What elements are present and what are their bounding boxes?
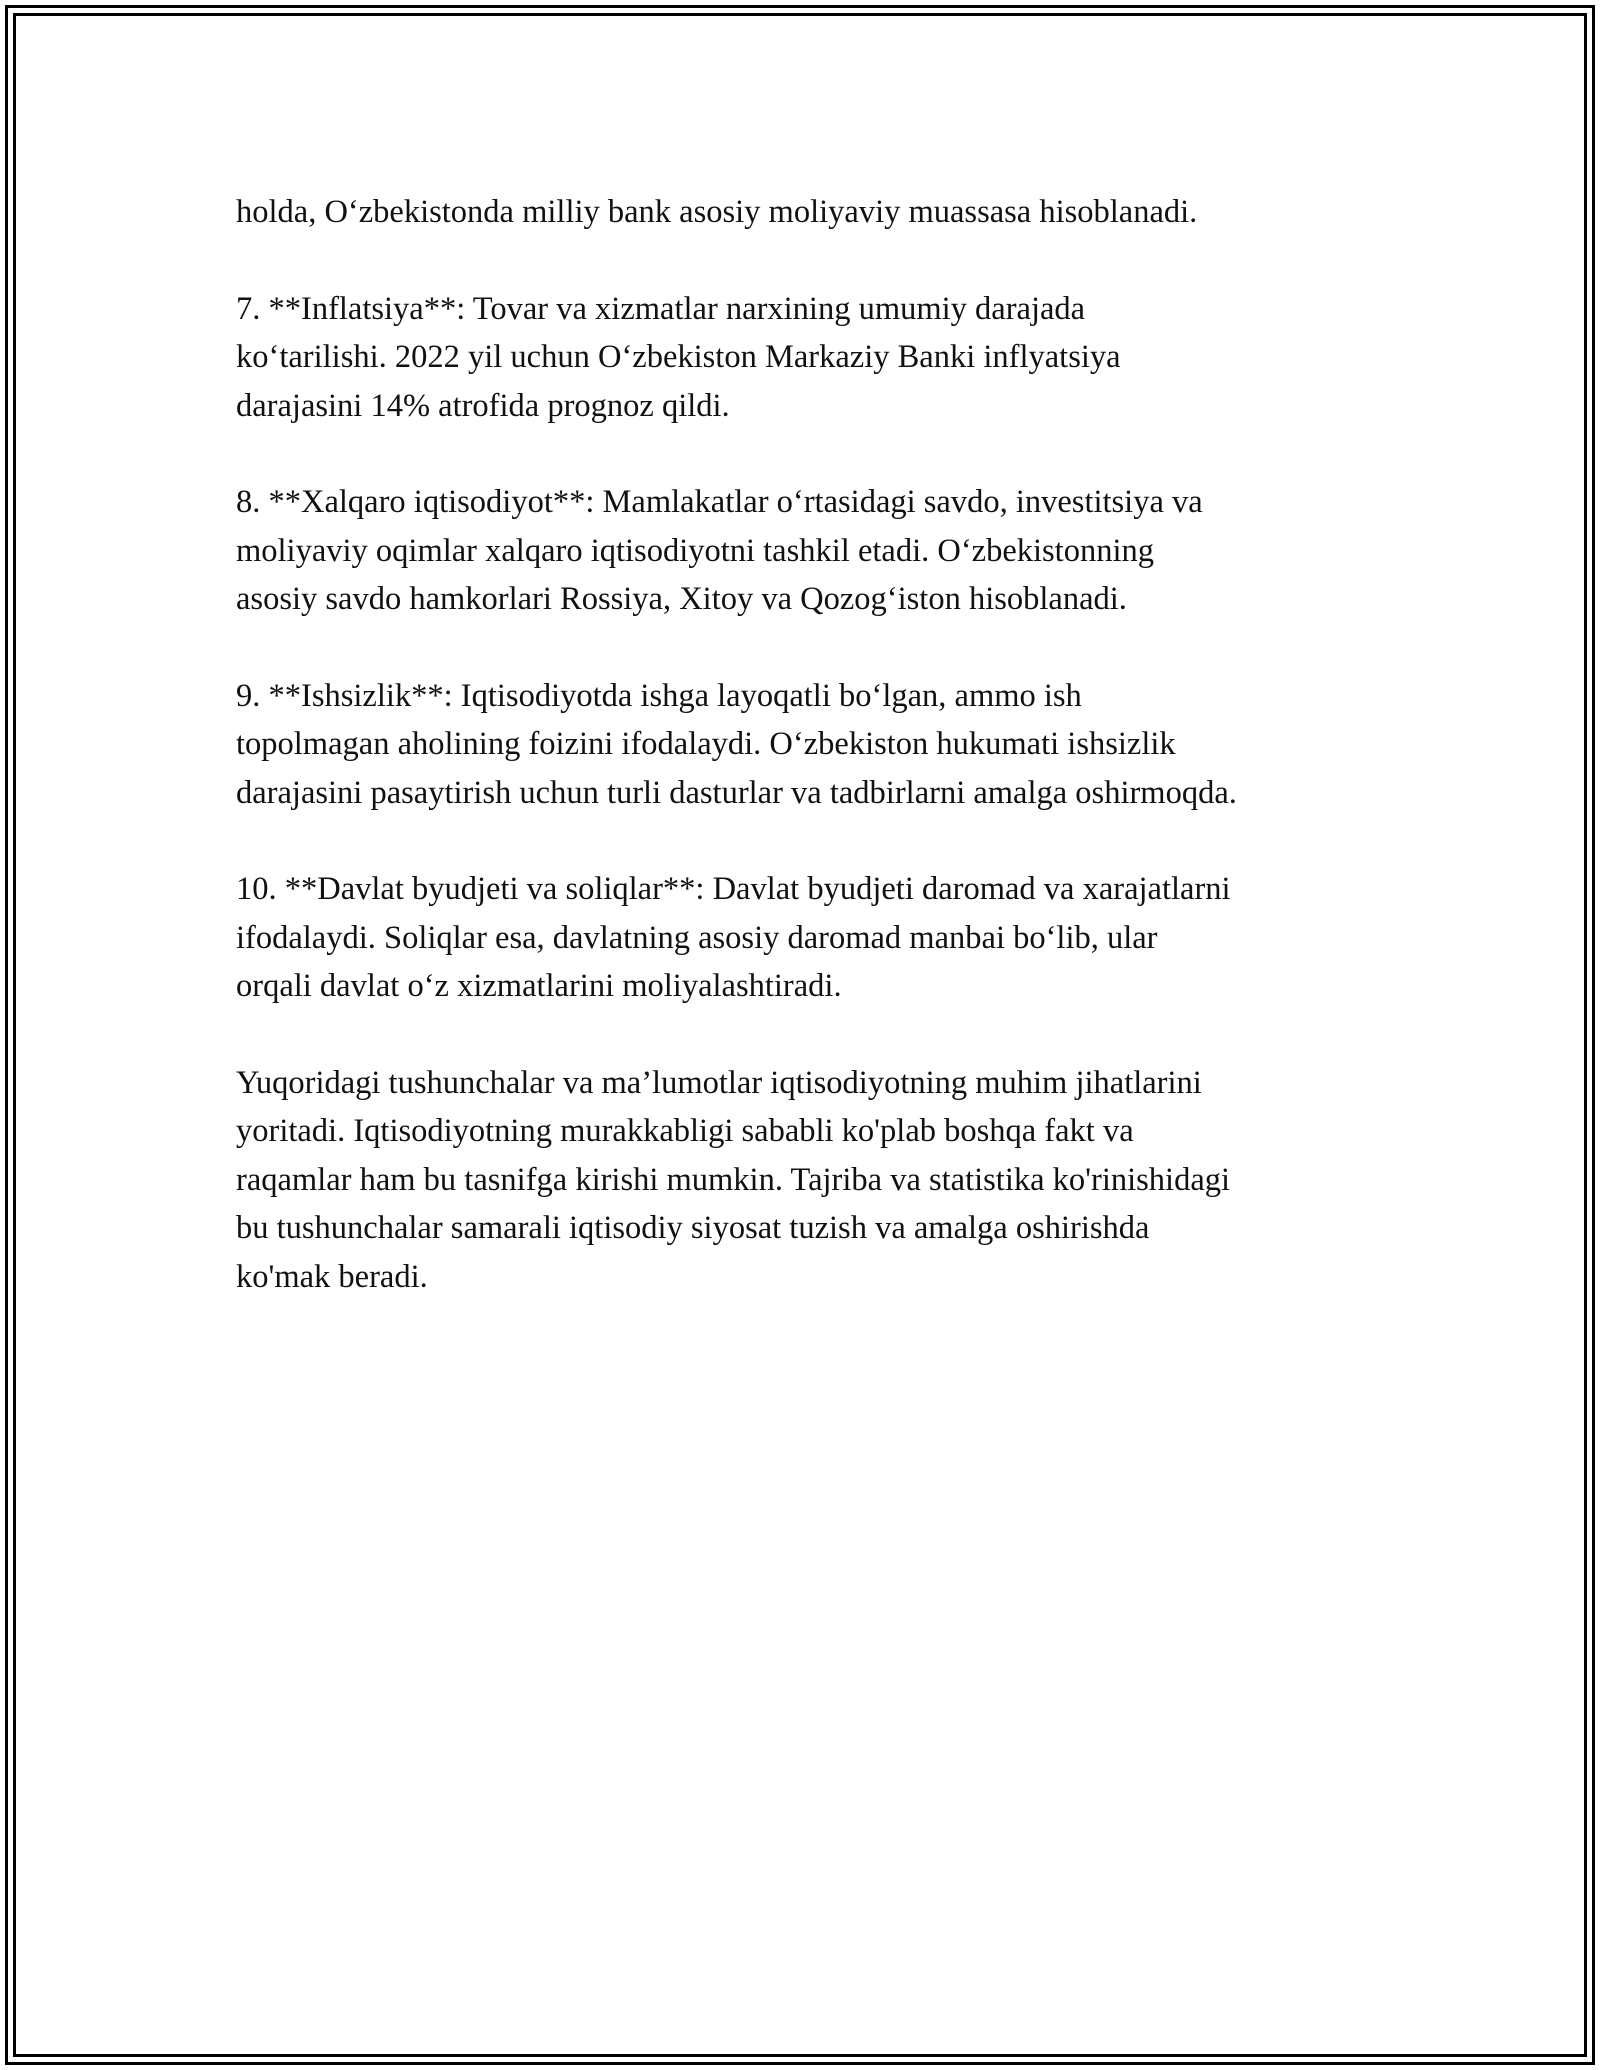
text-line: darajasini 14% atrofida prognoz qildi. xyxy=(236,387,730,424)
text-line: darajasini pasaytirish uchun turli dasturlar va tadbirlarni amalga oshirmoqda. xyxy=(236,774,1237,811)
text-line: topolmagan aholining foizini ifodalaydi. O‘zbekiston hukumati ishsizlik xyxy=(236,726,1176,762)
text-line: asosiy savdo hamkorlari Rossiya, Xitoy va Qozog‘iston hisoblanadi. xyxy=(236,581,1127,617)
text-line: yoritadi. Iqtisodiyotning murakkabligi sababli ko'plab boshqa fakt va xyxy=(236,1113,1134,1149)
text-line: orqali davlat o‘z xizmatlarini moliyalashtiradi. xyxy=(236,968,842,1004)
text-line: bu tushunchalar samarali iqtisodiy siyosat tuzish va amalga oshirishda xyxy=(236,1210,1150,1246)
text-line: ko'mak beradi. xyxy=(236,1258,428,1295)
text-line: 8. **Xalqaro iqtisodiyot**: Mamlakatlar o‘rtasidagi savdo, investitsiya va xyxy=(236,484,1203,520)
paragraph-inflation xyxy=(236,285,1366,431)
text-line: 10. **Davlat byudjeti va soliqlar**: Davlat byudjeti daromad va xarajatlarni xyxy=(236,871,1231,907)
text-line: raqamlar ham bu tasnifga kirishi mumkin. Tajriba va statistika ko'rinishidagi xyxy=(236,1161,1231,1198)
paragraph-budget-taxes xyxy=(236,865,1366,1011)
text-line: ifodalaydi. Soliqlar esa, davlatning asosiy daromad manbai bo‘lib, ular xyxy=(236,919,1158,956)
document-body xyxy=(236,188,1366,1349)
paragraph-unemployment xyxy=(236,672,1366,818)
paragraph-international-economy xyxy=(236,478,1366,624)
paragraph-conclusion xyxy=(236,1059,1366,1302)
text-line: moliyaviy oqimlar xalqaro iqtisodiyotni tashkil etadi. O‘zbekistonning xyxy=(236,532,1154,569)
text-line: 9. **Ishsizlik**: Iqtisodiyotda ishga layoqatli bo‘lgan, ammo ish xyxy=(236,677,1082,714)
text-line: holda, O‘zbekistonda milliy bank asosiy moliyaviy muassasa hisoblanadi. xyxy=(236,194,1198,230)
text-line: ko‘tarilishi. 2022 yil uchun O‘zbekiston Markaziy Banki inflyatsiya xyxy=(236,339,1121,375)
text-line: 7. **Inflatsiya**: Tovar va xizmatlar narxining umumiy darajada xyxy=(236,290,1086,327)
text-line: Yuqoridagi tushunchalar va ma’lumotlar iqtisodiyotning muhim jihatlarini xyxy=(236,1064,1202,1101)
paragraph-continuation xyxy=(236,188,1366,237)
